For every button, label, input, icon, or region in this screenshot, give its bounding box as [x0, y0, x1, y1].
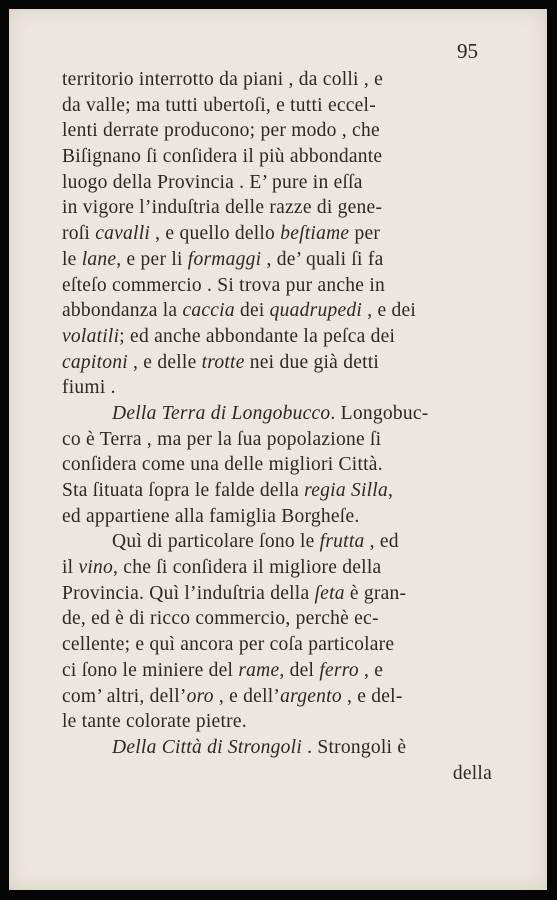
- text-line: [62, 658, 492, 684]
- text-run: , e dei: [362, 300, 417, 322]
- text-line: [62, 684, 492, 710]
- text-run: in vigore l’induſtria delle razze di gene-: [62, 197, 383, 219]
- text-line: [62, 298, 492, 324]
- italic-term: regia Silla: [304, 480, 388, 501]
- text-line: [62, 504, 492, 530]
- text-run: . Strongoli è: [302, 736, 407, 758]
- italic-term: rame: [238, 659, 280, 681]
- italic-term: capitoni: [62, 351, 128, 373]
- text-run: le tante colorate pietre.: [62, 711, 247, 733]
- text-run: co è Terra , ma per la ſua popolazione ſi: [62, 428, 382, 450]
- text-run: Quì di particolare ſono le: [112, 531, 320, 553]
- text-run: lenti derrate producono; per modo , che: [62, 120, 380, 142]
- text-run: per: [349, 223, 381, 245]
- text-run: cellente; e quì ancora per coſa particolare: [62, 634, 395, 656]
- italic-term: frutta: [319, 531, 365, 553]
- italic-term: trotte: [201, 351, 245, 373]
- text-run: , e delle: [127, 351, 202, 373]
- text-run: , e dell’: [213, 685, 281, 707]
- italic-term: ferro: [319, 659, 359, 681]
- text-line: [62, 170, 492, 196]
- text-run: . Longobuc-: [330, 402, 429, 424]
- text-run: , e del-: [341, 685, 403, 707]
- text-run: , che ſi conſidera il migliore della: [113, 557, 382, 579]
- text-run: conſidera come una delle migliori Città.: [62, 454, 383, 476]
- italic-term: Della Città di Strongoli: [112, 736, 302, 758]
- text-run: de, ed è di ricco commercio, perchè ec-: [62, 608, 379, 630]
- catchword: della: [452, 762, 492, 784]
- text-run: , e quello dello: [150, 223, 281, 245]
- text-run: da valle; ma tutti ubertoſi, e tutti eccel-: [62, 94, 376, 116]
- text-run: Provincia. Quì l’induſtria della: [62, 582, 315, 604]
- italic-term: vino: [78, 557, 114, 579]
- text-run: è gran-: [344, 582, 407, 604]
- italic-term: cavalli: [95, 223, 151, 245]
- text-line: [62, 529, 492, 555]
- text-run: ; ed anche abbondante la peſca dei: [119, 325, 396, 347]
- text-run: , del: [279, 659, 320, 681]
- text-line: [62, 375, 492, 401]
- text-run: nei due già detti: [244, 351, 380, 373]
- text-line: [62, 709, 492, 735]
- text-line: [62, 67, 492, 93]
- text-run: , e per li: [116, 248, 188, 270]
- italic-term: oro: [186, 685, 214, 707]
- page-number: 95: [457, 39, 478, 63]
- text-run: , e: [358, 659, 384, 681]
- text-run: Biſignano ſi conſidera il più abbondante: [62, 146, 383, 168]
- text-line: [62, 324, 492, 350]
- text-line: [62, 144, 492, 170]
- text-run: eſteſo commercio . Si trova pur anche in: [62, 274, 385, 296]
- text-run: ci ſono le miniere del: [62, 659, 239, 681]
- book-page: [9, 9, 547, 890]
- text-run: fiumi .: [62, 377, 116, 399]
- text-run: com’ altri, dell’: [62, 685, 187, 707]
- text-run: ed appartiene alla famiglia Borgheſe.: [62, 505, 360, 527]
- text-line: [62, 427, 492, 453]
- italic-term: ſeta: [314, 582, 345, 604]
- text-line: [62, 273, 492, 299]
- text-line: [62, 350, 492, 376]
- italic-term: lane: [81, 248, 117, 270]
- text-run: abbondanza la: [62, 300, 183, 322]
- italic-term: beſtiame: [280, 223, 350, 245]
- text-line: [62, 195, 492, 221]
- text-line: [62, 735, 492, 761]
- text-run: il: [62, 557, 79, 579]
- text-run: territorio interrotto da piani , da colli , e: [62, 69, 383, 90]
- italic-term: argento: [280, 685, 342, 707]
- text-line: [62, 401, 492, 427]
- text-line: [62, 221, 492, 247]
- italic-term: Della Terra di Longobucco: [112, 402, 331, 424]
- text-line: [62, 555, 492, 581]
- text-line: [62, 581, 492, 607]
- text-line: [62, 118, 492, 144]
- text-line: [62, 452, 492, 478]
- text-line: [62, 93, 492, 119]
- italic-term: formaggi: [187, 248, 262, 270]
- italic-term: volatili: [62, 325, 120, 347]
- italic-term: quadrupedi: [269, 300, 363, 322]
- text-run: dei: [234, 300, 270, 322]
- text-run: roſi: [62, 223, 96, 245]
- text-run: Sta ſituata ſopra le falde della: [62, 480, 305, 501]
- text-run: le: [62, 248, 82, 270]
- text-line: [62, 247, 492, 273]
- text-run: , ed: [364, 531, 399, 553]
- text-run: luogo della Provincia . E’ pure in eſſa: [62, 171, 363, 193]
- body-text: [62, 67, 492, 786]
- text-run: , de’ quali ſi fa: [261, 248, 384, 270]
- text-run: ,: [387, 480, 394, 501]
- text-line: [62, 632, 492, 658]
- text-line: [62, 606, 492, 632]
- text-line: [62, 478, 492, 504]
- italic-term: caccia: [182, 300, 235, 322]
